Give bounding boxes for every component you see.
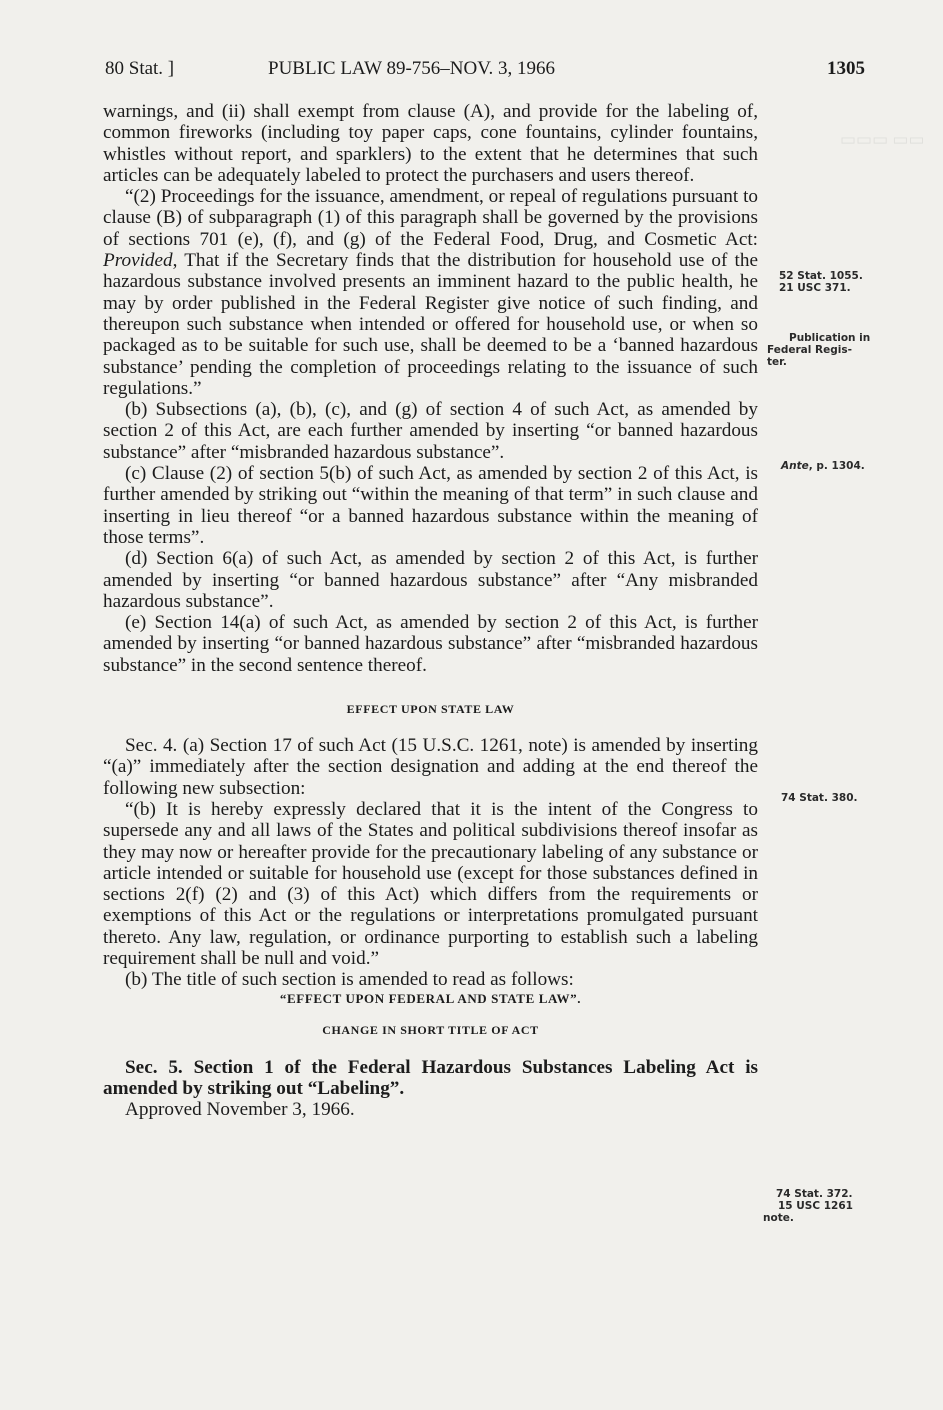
header-law-title: PUBLIC LAW 89-756–NOV. 3, 1966 [268, 58, 556, 79]
section-heading-short-title: CHANGE IN SHORT TITLE OF ACT [322, 1022, 539, 1037]
paragraph-subsection-c: (c) Clause (2) of section 5(b) of such Act, as amended by section 2 of this Act, is further amended by striking out “within the meaning of that term” in such clause and inserting in lieu thereof “or a banned hazardous substance within the meaning of those terms”. [103, 463, 758, 548]
paragraph-sec-5: Sec. 5. Section 1 of the Federal Hazardous Substances Labeling Act is amended by striking out “Labeling”. [103, 1056, 758, 1099]
margin-note-line: 52 Stat. 1055. [779, 270, 863, 282]
margin-note-74-stat-380: 74 Stat. 380. [781, 792, 858, 804]
paragraph-proceedings-part1: “(2) Proceedings for the issuance, amendment, or repeal of regulations pursuant to clause (B) of subparagraph (1) of this paragraph shall be governed by the provisions of sections 701 (e), (f), and (g) of the Federal Food, Drug, and Cosmetic Act: [103, 186, 758, 250]
paragraph-subsection-e: (e) Section 14(a) of such Act, as amended by section 2 of this Act, is further amended by inserting “or banned hazardous substance” after “misbranded hazardous substance” in the second sentence thereof. [103, 612, 758, 676]
provided-italic: Provided [103, 250, 173, 272]
margin-note-federal-register [767, 332, 870, 368]
paragraph-subsection-b: (b) Subsections (a), (b), (c), and (g) of section 4 of such Act, as amended by section 2 of this Act, are each further amended by inserting “or banned hazardous substance” after “misbranded hazardous substance”. [103, 399, 758, 463]
margin-note-74-stat-372 [763, 1188, 853, 1224]
paragraph-sec-4a: Sec. 4. (a) Section 17 of such Act (15 U.S.C. 1261, note) is amended by inserting “(a)” immediately after the section designation and adding at the end thereof the following new subsection: [103, 735, 758, 799]
section-heading-state-law: EFFECT UPON STATE LAW [346, 702, 515, 717]
bleed-through-text: ▭▭▭ ▭▭ [840, 130, 925, 149]
paragraph-sec-4b-quote: “(b) It is hereby expressly declared that it is the intent of the Congress to supersede any and all laws of the States and political subdivisions thereof insofar as they may now or hereafter provide for the precautionary labeling of any substance or article intended or suitable for household use (except for those substances defined in sections 2(f) (2) and (3) of this Act) which differs from the requirements or exemptions of this Act or the regulations or interpretations promulgated pursuant thereto. Any law, regulation, or ordinance purporting to establish such a labeling requirement shall be null and void.” [103, 798, 758, 969]
margin-note-line: Federal Regis- [767, 344, 852, 356]
paragraph-fireworks-exemption: warnings, and (ii) shall exempt from clause (A), and provide for the labeling of, common fireworks (including toy paper caps, cone fountains, cylinder fountains, whistles without report, and sparklers) to the extent that he determines that such articles can be adequately labeled to protect the purchasers and users thereof. [103, 101, 758, 186]
margin-note-line: 74 Stat. 372. [776, 1188, 853, 1200]
margin-note-52-stat [779, 270, 863, 294]
header-statute-reference: 80 Stat. ] [105, 58, 175, 79]
quoted-section-title: “EFFECT UPON FEDERAL AND STATE LAW”. [279, 990, 582, 1006]
paragraph-title-amendment: (b) The title of such section is amended to read as follows: [125, 969, 574, 991]
paragraph-proceedings-part2: , That if the Secretary finds that the distribution for household use of the hazardous substance involved presents an imminent hazard to the public health, he may by order published in the Federal Register give notice of such finding, and thereupon such substance when intended or offered for household use, or when so packaged as to be suitable for such use, shall be deemed to be a ‘banned hazardous substance’ pending the completion of proceedings relating to the issuance of such regulations.” [103, 250, 758, 399]
approval-date: Approved November 3, 1966. [125, 1099, 355, 1121]
margin-note-line: Publication in [789, 332, 871, 344]
margin-note-line: 21 USC 371. [779, 282, 851, 294]
paragraph-proceedings [103, 186, 758, 399]
ante-italic: Ante [781, 460, 809, 472]
margin-note-line: 15 USC 1261 [778, 1200, 853, 1212]
margin-note-page-ref: , p. 1304. [808, 460, 865, 472]
body-text [103, 101, 758, 1120]
paragraph-subsection-d: (d) Section 6(a) of such Act, as amended by section 2 of this Act, is further amended by inserting “or banned hazardous substance” after “Any misbranded hazardous substance”. [103, 548, 758, 612]
margin-note-ante [781, 460, 865, 472]
margin-note-line: note. [763, 1212, 794, 1224]
margin-note-line: ter. [767, 356, 787, 368]
page-number: 1305 [827, 58, 865, 79]
